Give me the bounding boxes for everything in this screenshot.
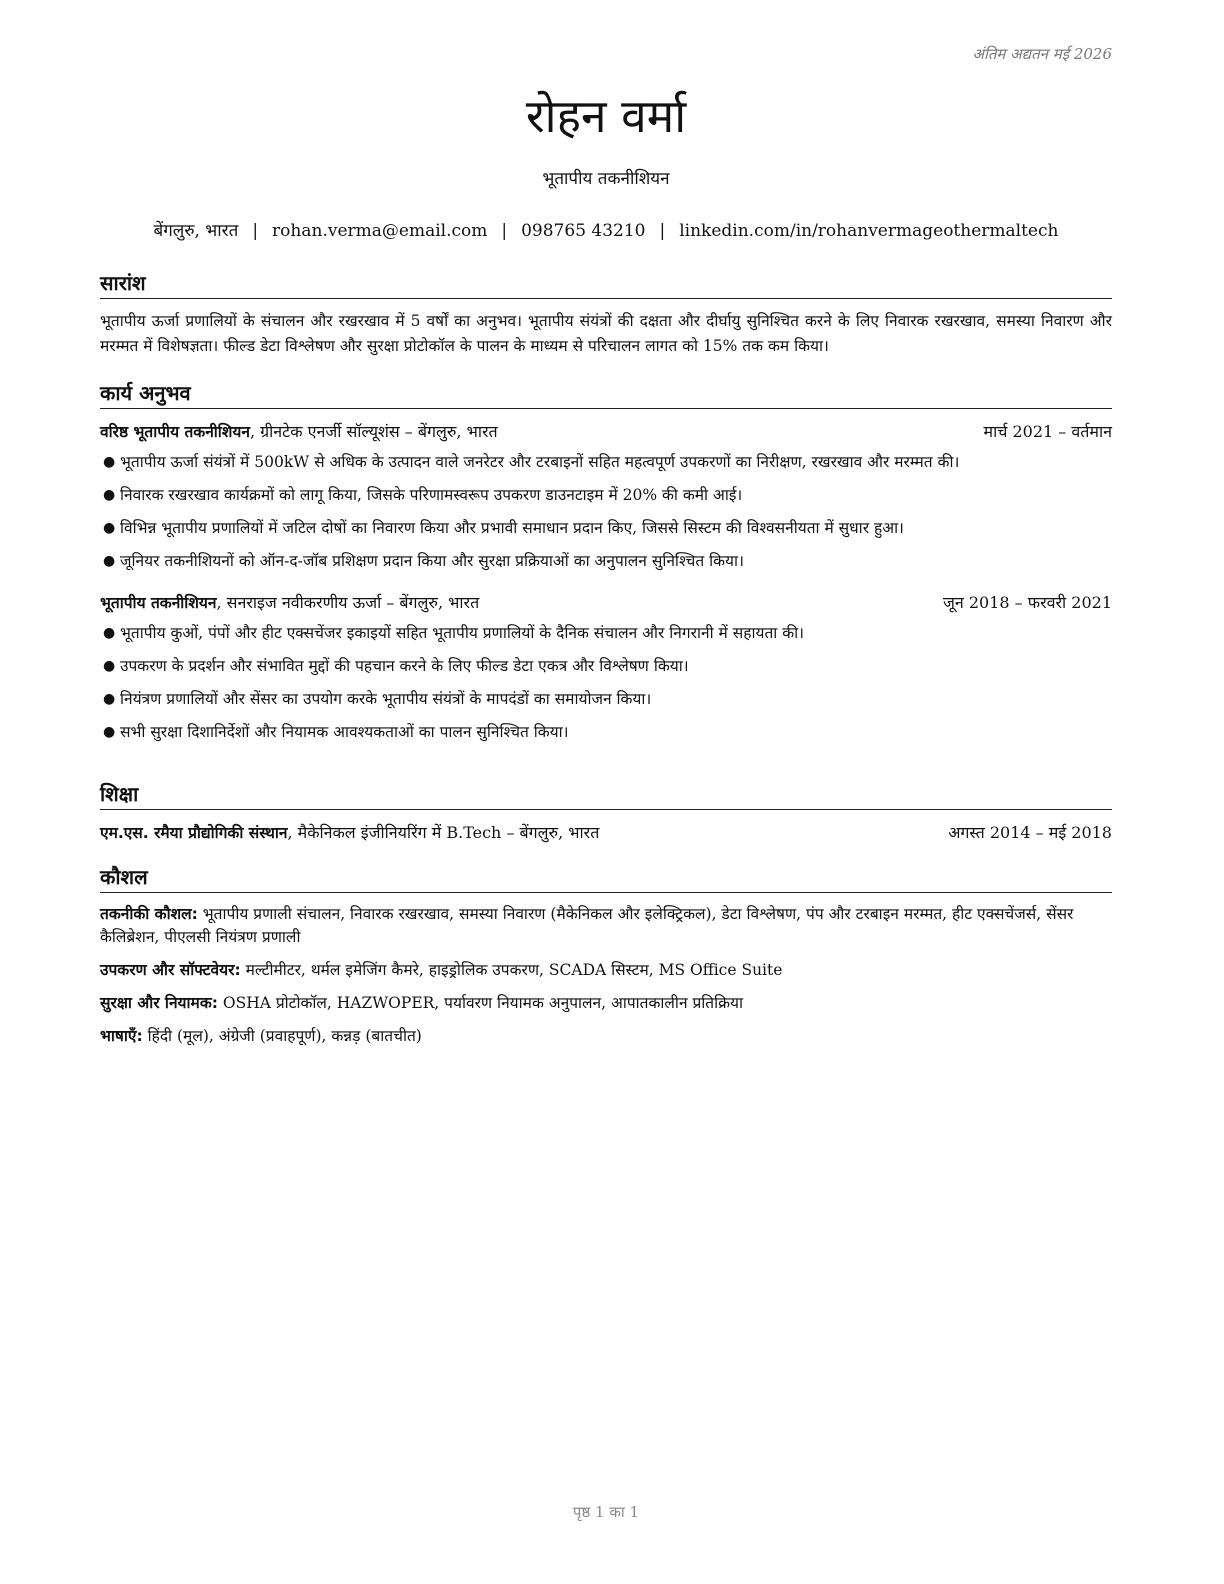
skill-value: OSHA प्रोटोकॉल, HAZWOPER, पर्यावरण नियामक अनुपालन, आपातकालीन प्रतिक्रिया [217, 994, 744, 1012]
section-heading-skills: कौशल [100, 864, 1112, 893]
job-role: भूतापीय तकनीशियन [100, 594, 217, 612]
skill-row [100, 1025, 1112, 1048]
job-entry [100, 590, 1112, 743]
contact-separator: | [659, 221, 666, 241]
bullet-icon: ● [103, 520, 116, 536]
skills-section [100, 864, 1112, 1058]
bullet-icon: ● [103, 691, 116, 707]
job-title: भूतापीय तकनीशियन [542, 169, 670, 189]
section-heading-education: शिक्षा [100, 781, 1112, 810]
education-degree: , मैकेनिकल इंजीनियरिंग में B.Tech – बेंगलुरु, भारत [287, 823, 600, 842]
bullet-text: विभिन्न भूतापीय प्रणालियों में जटिल दोषों का निवारण किया और प्रभावी समाधान प्रदान किए, जिससे सिस्टम की विश्वसनीयता में सुधार हुआ। [120, 519, 904, 537]
list-item [100, 451, 1112, 473]
job-header [100, 590, 1112, 616]
experience-section [100, 380, 1112, 754]
skill-row [100, 992, 1112, 1015]
education-dates: अगस्त 2014 – मई 2018 [948, 823, 1112, 842]
candidate-name: रोहन वर्मा [525, 89, 687, 143]
skill-label: भाषाएँ: [100, 1027, 143, 1045]
page-number: पृष्ठ 1 का 1 [572, 1503, 640, 1521]
contact-linkedin-link[interactable]: linkedin.com/in/rohanvermageothermaltech [679, 221, 1059, 241]
skill-value: भूतापीय प्रणाली संचालन, निवारक रखरखाव, समस्या निवारण (मैकेनिकल और इलेक्ट्रिकल), डेटा विश्लेषण, पंप और टरबाइन मरम्मत, हीट एक्सचेंजर्स, सेंसर कैलिब्रेशन, पीएलसी नियंत्रण प्रणाली [100, 905, 1074, 946]
section-heading-experience: कार्य अनुभव [100, 380, 1112, 409]
skill-row [100, 903, 1112, 949]
summary-section [100, 270, 1112, 359]
job-org: , सनराइज नवीकरणीय ऊर्जा – बेंगलुरु, भारत [216, 593, 480, 612]
job-bullets [100, 622, 1112, 743]
section-heading-summary: सारांश [100, 270, 1112, 299]
bullet-icon: ● [103, 658, 116, 674]
job-role: वरिष्ठ भूतापीय तकनीशियन [100, 423, 250, 441]
list-item [100, 688, 1112, 710]
education-institution: एम.एस. रमैया प्रौद्योगिकी संस्थान [100, 824, 288, 842]
list-item [100, 622, 1112, 644]
skill-value: हिंदी (मूल), अंग्रेजी (प्रवाहपूर्ण), कन्नड़ (बातचीत) [142, 1027, 422, 1045]
bullet-icon: ● [103, 454, 116, 470]
job-dates: जून 2018 – फरवरी 2021 [943, 593, 1112, 612]
job-dates: मार्च 2021 – वर्तमान [983, 422, 1112, 441]
contact-separator: | [252, 221, 259, 241]
job-bullets [100, 451, 1112, 572]
resume-page [100, 0, 1112, 1584]
summary-text: भूतापीय ऊर्जा प्रणालियों के संचालन और रखरखाव में 5 वर्षों का अनुभव। भूतापीय संयंत्रों की दक्षता और दीर्घायु सुनिश्चित करने के लिए निवारक रखरखाव, समस्या निवारण और मरम्मत में विशेषज्ञता। फील्ड डेटा विश्लेषण और सुरक्षा प्रोटोकॉल के पालन के माध्यम से परिचालन लागत को 15% तक कम किया। [100, 312, 1112, 355]
list-item [100, 655, 1112, 677]
job-header [100, 419, 1112, 445]
contact-email-link[interactable]: rohan.verma@email.com [272, 221, 488, 241]
job-org: , ग्रीनटेक एनर्जी सॉल्यूशंस – बेंगलुरु, भारत [249, 422, 498, 441]
bullet-text: जूनियर तकनीशियनों को ऑन-द-जॉब प्रशिक्षण प्रदान किया और सुरक्षा प्रक्रियाओं का अनुपालन सुनिश्चित किया। [120, 552, 744, 570]
contact-separator: | [501, 221, 508, 241]
education-section [100, 781, 1112, 846]
bullet-icon: ● [103, 625, 116, 641]
skill-row [100, 959, 1112, 982]
bullet-text: निवारक रखरखाव कार्यक्रमों को लागू किया, जिसके परिणामस्वरूप उपकरण डाउनटाइम में 20% की कमी आई। [120, 486, 743, 504]
list-item [100, 484, 1112, 506]
bullet-icon: ● [103, 724, 116, 740]
bullet-text: भूतापीय कुओं, पंपों और हीट एक्सचेंजर इकाइयों सहित भूतापीय प्रणालियों के दैनिक संचालन और निगरानी में सहायता की। [120, 624, 805, 642]
bullet-icon: ● [103, 487, 116, 503]
job-entry [100, 419, 1112, 572]
contact-location: बेंगलुरु, भारत [153, 221, 239, 241]
list-item [100, 721, 1112, 743]
skill-label: उपकरण और सॉफ्टवेयर: [100, 961, 241, 979]
skill-label: सुरक्षा और नियामक: [100, 994, 218, 1012]
contact-line [100, 219, 1112, 243]
skill-value: मल्टीमीटर, थर्मल इमेजिंग कैमरे, हाइड्रोलिक उपकरण, SCADA सिस्टम, MS Office Suite [240, 961, 783, 979]
contact-phone: 098765 43210 [521, 221, 646, 241]
bullet-text: उपकरण के प्रदर्शन और संभावित मुद्दों की पहचान करने के लिए फील्ड डेटा एकत्र और विश्लेषण किया। [120, 657, 689, 675]
bullet-text: सभी सुरक्षा दिशानिर्देशों और नियामक आवश्यकताओं का पालन सुनिश्चित किया। [120, 723, 569, 741]
bullet-text: नियंत्रण प्रणालियों और सेंसर का उपयोग करके भूतापीय संयंत्रों के मापदंडों का समायोजन किया। [120, 690, 652, 708]
bullet-icon: ● [103, 553, 116, 569]
education-entry [100, 820, 1112, 846]
list-item [100, 517, 1112, 539]
bullet-text: भूतापीय ऊर्जा संयंत्रों में 500kW से अधिक के उत्पादन वाले जनरेटर और टरबाइनों सहित महत्वपूर्ण उपकरणों का निरीक्षण, रखरखाव और मरम्मत की। [120, 453, 960, 471]
skill-label: तकनीकी कौशल: [100, 905, 198, 923]
list-item [100, 550, 1112, 572]
last-updated: अंतिम अद्यतन मई 2026 [972, 45, 1112, 63]
